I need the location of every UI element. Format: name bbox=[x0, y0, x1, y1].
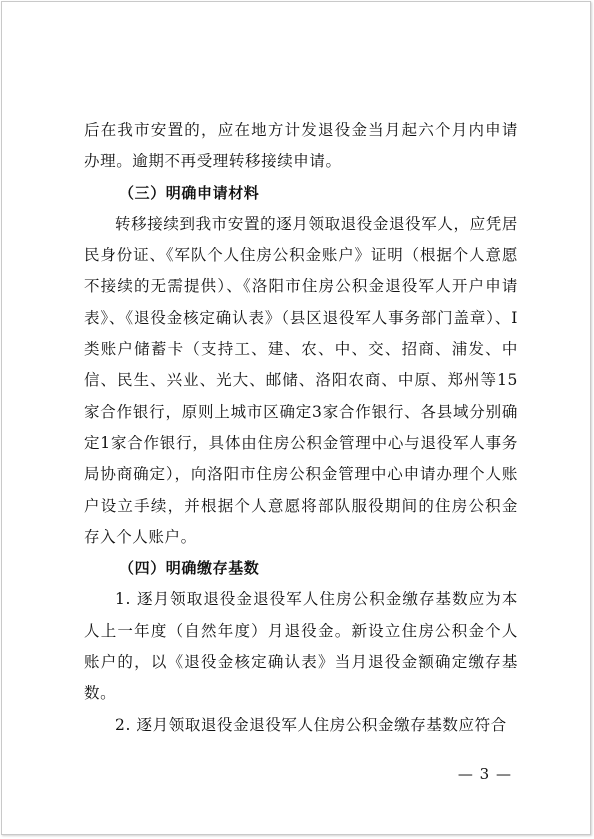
document-body bbox=[84, 115, 518, 741]
paragraph-continuation: 后在我市安置的，应在地方计发退役金当月起六个月内申请办理。逾期不再受理转移接续申请。 bbox=[84, 121, 518, 171]
document-page bbox=[1, 1, 591, 835]
section-heading-4: （四）明确缴存基数 bbox=[119, 559, 260, 578]
paragraph-item-1: 1. 逐月领取退役金退役军人住房公积金缴存基数应为本人上一年度（自然年度）月退役金。新设立住房公积金个人账户的，以《退役金核定确认表》当月退役金额确定缴存基数。 bbox=[84, 590, 518, 703]
paragraph-item-2: 2. 逐月领取退役金退役军人住房公积金缴存基数应符合 bbox=[115, 715, 507, 734]
paragraph-application-materials: 转移接续到我市安置的逐月领取退役金退役军人，应凭居民身份证、《军队个人住房公积金账户》证明（根据个人意愿不接续的无需提供）、《洛阳市住房公积金退役军人开户申请表》、《退役金核定确认表》（县区退役军人事务部门盖章）、Ⅰ类账户储蓄卡（支持工、建、农、中、交、招商、浦发、中信、民生、兴业、光大、邮储、洛阳农商、中原、郑州等15家合作银行，原则上城市区确定3家合作银行、各县域分别确定1家合作银行，具体由住房公积金管理中心与退役军人事务局协商确定），向洛阳市住房公积金管理中心申请办理个人账户设立手续，并根据个人意愿将部队服役期间的住房公积金存入个人账户。 bbox=[84, 214, 518, 546]
page-number: — 3 — bbox=[457, 765, 512, 783]
section-heading-3: （三）明确申请材料 bbox=[119, 183, 260, 202]
